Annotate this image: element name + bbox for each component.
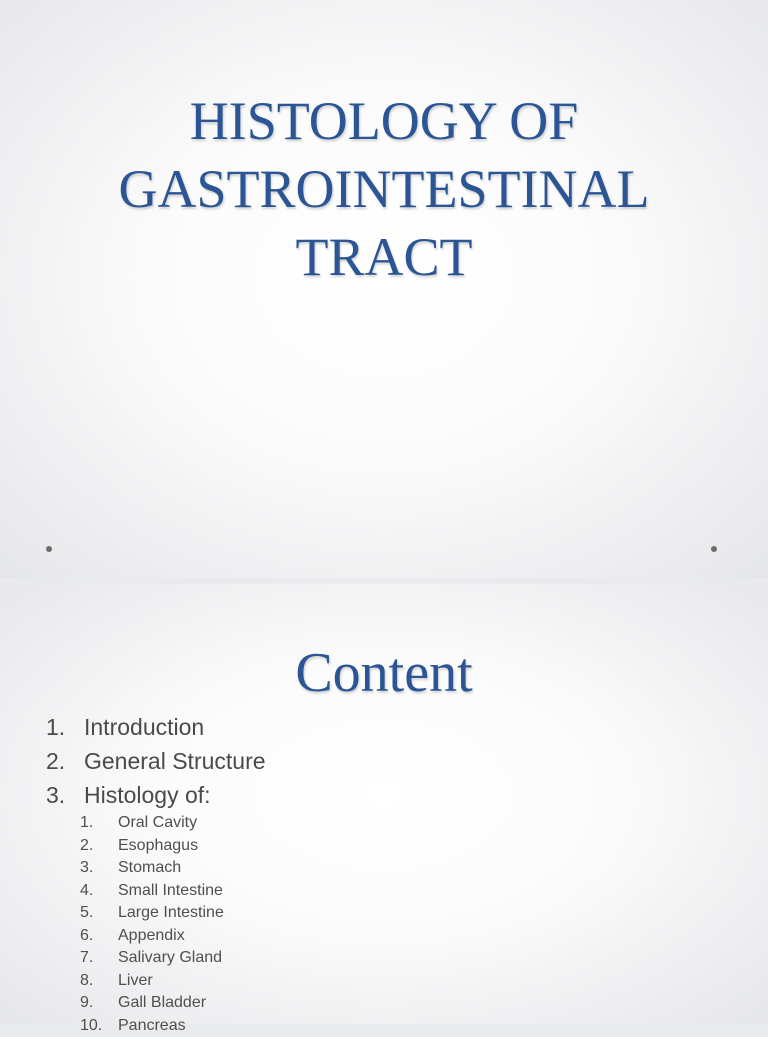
title-line-1: HISTOLOGY OF <box>0 87 768 155</box>
sublist-label: Salivary Gland <box>118 949 222 966</box>
sublist-label: Small Intestine <box>118 882 223 899</box>
sublist-number: 8. <box>80 970 118 993</box>
slide-title <box>0 87 768 291</box>
content-title: Content <box>0 640 768 706</box>
sublist-item <box>80 835 266 858</box>
sublist-number: 3. <box>80 857 118 880</box>
sublist-label: Esophagus <box>118 837 198 854</box>
sublist-label: Oral Cavity <box>118 814 197 831</box>
list-item-introduction <box>46 710 266 744</box>
sublist-item <box>80 947 266 970</box>
sublist-number: 7. <box>80 947 118 970</box>
sublist-number: 9. <box>80 992 118 1015</box>
sublist-label: Large Intestine <box>118 904 224 921</box>
sublist-label: Liver <box>118 972 153 989</box>
sublist-number: 6. <box>80 925 118 948</box>
list-number: 1. <box>46 710 84 744</box>
title-line-2: GASTROINTESTINAL <box>0 155 768 223</box>
decorative-dot-right <box>711 546 717 552</box>
sublist-number: 2. <box>80 835 118 858</box>
sublist-item <box>80 857 266 880</box>
decorative-dot-left <box>46 546 52 552</box>
histology-sublist <box>46 812 266 1037</box>
list-label: General Structure <box>84 748 266 774</box>
sublist-label: Pancreas <box>118 1017 186 1034</box>
content-list <box>46 710 266 1037</box>
list-label: Introduction <box>84 714 204 740</box>
sublist-item <box>80 812 266 835</box>
sublist-number: 1. <box>80 812 118 835</box>
list-number: 3. <box>46 778 84 812</box>
sublist-container <box>46 812 266 1037</box>
sublist-label: Stomach <box>118 859 181 876</box>
sublist-item <box>80 1015 266 1037</box>
sublist-item <box>80 880 266 903</box>
sublist-label: Appendix <box>118 927 185 944</box>
content-slide <box>0 584 768 1024</box>
list-item-general-structure <box>46 744 266 778</box>
sublist-label: Gall Bladder <box>118 994 206 1011</box>
sublist-number: 5. <box>80 902 118 925</box>
sublist-item <box>80 992 266 1015</box>
sublist-item <box>80 970 266 993</box>
sublist-item <box>80 902 266 925</box>
sublist-item <box>80 925 266 948</box>
sublist-number: 10. <box>80 1015 118 1037</box>
title-line-3: TRACT <box>0 223 768 291</box>
list-item-histology-of <box>46 778 266 812</box>
list-label: Histology of: <box>84 782 211 808</box>
list-number: 2. <box>46 744 84 778</box>
sublist-number: 4. <box>80 880 118 903</box>
